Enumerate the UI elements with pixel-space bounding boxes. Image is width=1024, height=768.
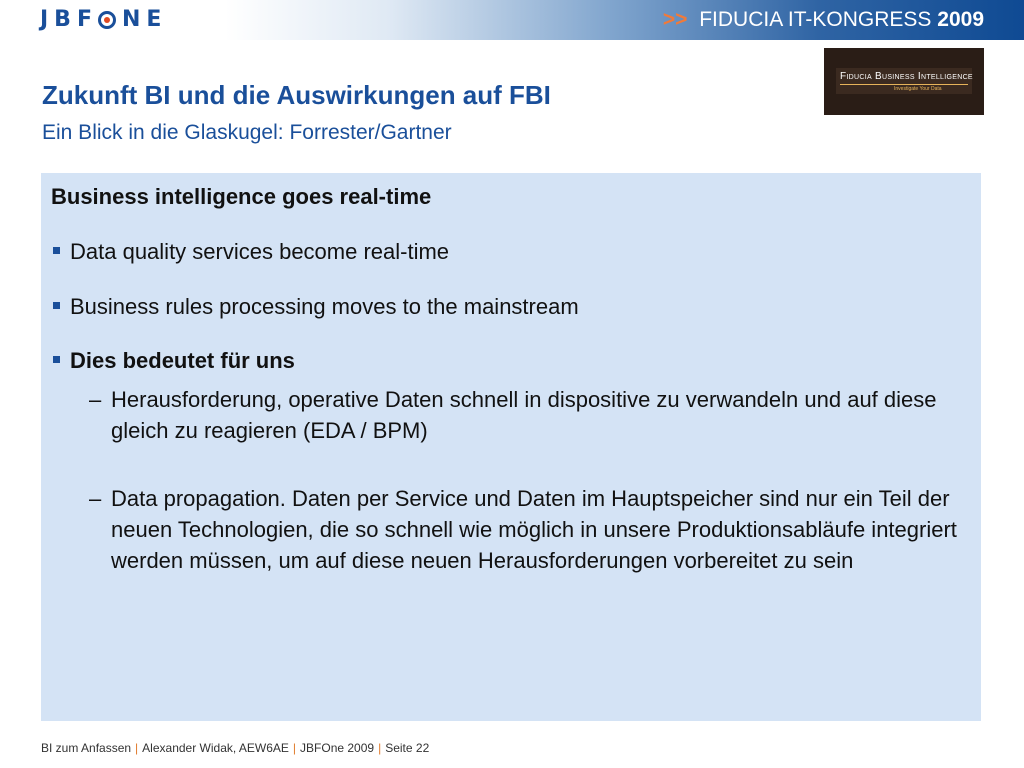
banner-arrows: >> [662,8,688,31]
bullet-square-icon [53,247,60,254]
logo-text-end: NE [121,7,168,32]
bullet-item [53,348,295,374]
fbi-logo-badge [824,48,984,115]
footer-event: JBFOne 2009 [300,741,375,755]
logo-o-icon [98,11,116,29]
banner-title: FIDUCIA IT-KONGRESS [699,8,932,31]
slide-subtitle: Ein Blick in die Glaskugel: Forrester/Gartner [42,121,452,144]
banner-year: 2009 [937,8,984,31]
footer-page-number: Seite 22 [385,741,430,755]
content-heading: Business intelligence goes real-time [51,184,432,209]
sub-bullet-item [89,483,969,576]
bullet-text: Business rules processing moves to the mainstream [70,294,579,319]
footer [41,741,429,755]
content-box [41,173,981,721]
badge-tagline: Investigate Your Data [894,86,942,92]
footer-author: Alexander Widak, AEW6AE [142,741,289,755]
sub-bullet-text: Data propagation. Daten per Service und Daten im Hauptspeicher sind nur ein Teil der neuen Technologien, die so schnell wie möglich in unsere Produktionsabläufe integriert werden müssen, um auf diese neuen Herausforderungen vorbereitet zu sein [111,486,957,573]
bullet-square-icon [53,356,60,363]
footer-separator: | [378,741,382,755]
badge-name: Fiducia Business Intelligence [840,71,973,82]
sub-bullet-text: Herausforderung, operative Daten schnell in dispositive zu verwandeln und auf diese gleich zu reagieren (EDA / BPM) [111,387,937,443]
logo-text-start: JBF [40,7,98,32]
footer-separator: | [135,741,139,755]
bullet-text: Dies bedeutet für uns [70,348,295,373]
slide-title: Zukunft BI und die Auswirkungen auf FBI [42,80,551,110]
sub-bullet-dash: – [89,486,102,511]
footer-topic: BI zum Anfassen [41,741,132,755]
bullet-square-icon [53,302,60,309]
badge-divider [840,84,968,85]
sub-bullet-dash: – [89,387,102,412]
bullet-item [53,239,449,265]
jbfone-logo [40,9,167,31]
bullet-item [53,294,579,320]
footer-separator: | [292,741,297,755]
bullet-text: Data quality services become real-time [70,239,450,264]
sub-bullet-item [89,384,969,446]
conference-title [663,8,984,32]
header-banner [0,0,1024,40]
